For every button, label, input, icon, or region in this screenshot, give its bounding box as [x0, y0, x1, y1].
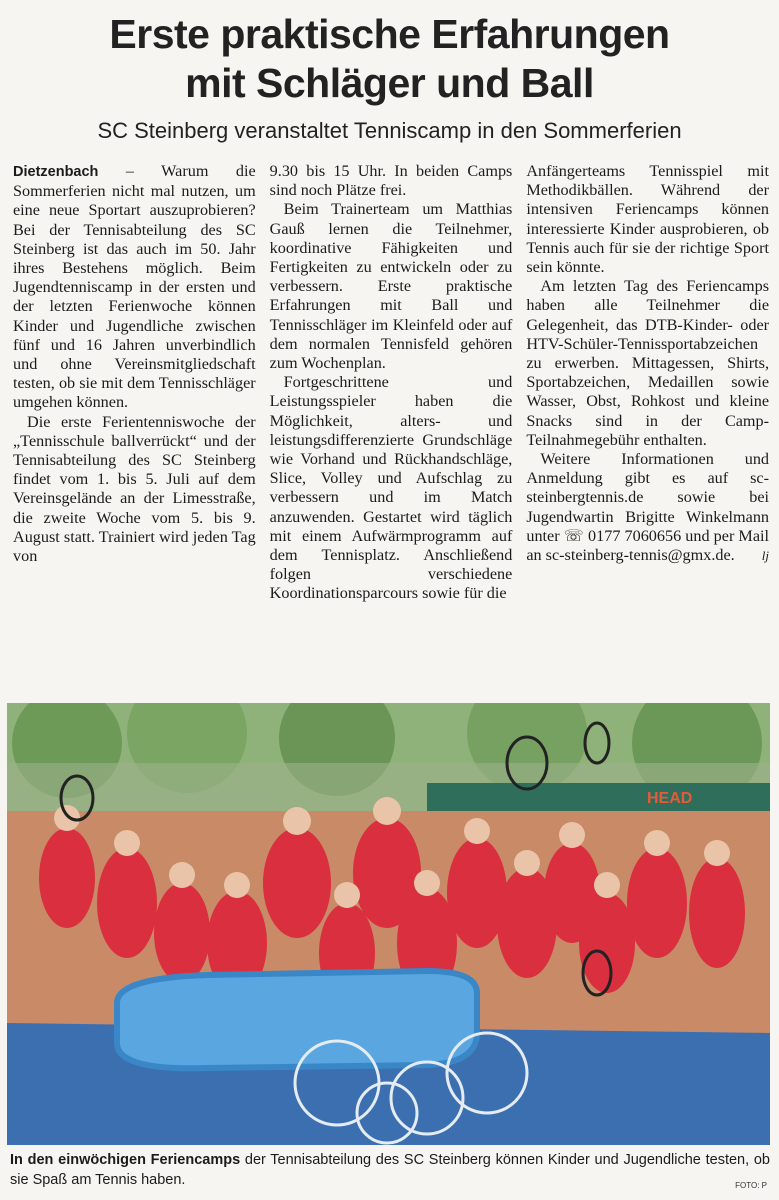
- subheadline: SC Steinberg veranstaltet Tenniscamp in den Sommerferien: [97, 118, 682, 143]
- photo-caption: [10, 1150, 770, 1190]
- article-body: [13, 162, 769, 692]
- banner-label: HEAD: [647, 790, 693, 807]
- article-column-3: [526, 162, 769, 692]
- paragraph-text: – Warum die Sommerferien nicht mal nutzen, um eine neue Sportart auszuprobieren? Bei der Tennisabteilung des SC Steinberg ist das auch im 50. Jahr ihres Bestehens möglich. Beim Jugendtenniscamp in der ersten und der letzten Ferienwoche können Kinder und Jugendliche zwischen fünf und 16 Jahren unverbindlich und ohne Vereinsmitgliedschaft testen, ob sie mit dem Tennisschläger umgehen können.: [13, 162, 256, 412]
- article-paragraph: Anfängerteams Tennisspiel mit Methodikbällen. Während der intensiven Feriencamps können interessierte Kinder ausprobieren, ob Tennis auch für sie der richtige Sport sein könnte.: [526, 162, 770, 277]
- headline: [0, 10, 779, 108]
- article-paragraph: [13, 162, 256, 413]
- author-initials: lj: [761, 548, 770, 564]
- paragraph-text: Weitere Informationen und Anmeldung gibt es auf sc-steinbergtennis.de sowie bei Jugendwartin Brigitte Winkelmann unter ☏ 0177 7060656 und per Mail an sc-steinberg-tennis@gmx.de.: [526, 450, 770, 565]
- photo-credit: FOTO: P: [735, 1181, 767, 1190]
- article-paragraph: 9.30 bis 15 Uhr. In beiden Camps sind noch Plätze frei.: [269, 162, 513, 200]
- article-column-2: [270, 162, 513, 692]
- group-photo-illustration: [7, 703, 770, 1145]
- dateline: Dietzenbach: [13, 164, 99, 180]
- article-paragraph: Beim Trainerteam um Matthias Gauß lernen die Teilnehmer, koordinative Fähigkeiten und Fertigkeiten zu entwickeln oder zu verbessern. Erste praktische Erfahrungen mit Ball und Tennisschläger im Kleinfeld oder auf dem normalen Tennisfeld gehören zum Wochenplan.: [269, 200, 513, 373]
- article-paragraph: Die erste Ferientenniswoche der „Tennisschule ballverrückt“ und der Tennisabteilung des SC Steinberg findet vom 1. bis 5. Juli auf dem Vereinsgelände an der Limesstraße, die zweite Woche vom 5. bis 9. August statt. Trainiert wird jeden Tag von: [13, 412, 256, 566]
- headline-line-1: Erste praktische Erfahrungen: [109, 11, 670, 57]
- paddling-pool: [117, 971, 477, 1068]
- caption-text: der Tennisabteilung des SC Steinberg können Kinder und Jugendliche testen, ob sie Spaß am Tennis haben.: [10, 1152, 770, 1188]
- court-banner: [427, 783, 770, 811]
- article-paragraph: Fortgeschrittene und Leistungsspieler haben die Möglichkeit, alters- und leistungsdifferenzierte Grundschläge wie Vorhand und Rückhandschläge, Slice, Volley und Aufschlag zu verbessern und im Match anzuwenden. Gestartet wird täglich mit einem Aufwärmprogramm auf dem Tennisplatz. Anschließend folgen verschiedene Koordinationsparcours sowie für die: [269, 373, 513, 603]
- caption-lead: In den einwöchigen Feriencamps: [10, 1152, 241, 1168]
- headline-line-2: mit Schläger und Ball: [185, 60, 594, 106]
- group-photo: [7, 703, 770, 1145]
- article-column-1: [13, 162, 256, 692]
- article-paragraph: [526, 450, 769, 565]
- article-paragraph: Am letzten Tag des Feriencamps haben alle Teilnehmer die Gelegenheit, das DTB-Kinder- oder HTV-Schüler-Tennissportabzeichen zu erwerben. Mittagessen, Shirts, Sportabzeichen, Medaillen sowie Wasser, Obst, Rohkost und kleine Snacks sind in der Camp-Teilnahmegebühr enthalten.: [526, 277, 770, 449]
